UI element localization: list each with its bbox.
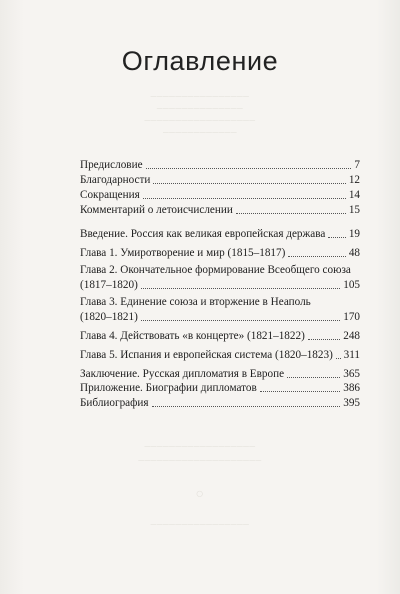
leader-dots: [287, 376, 340, 378]
show-through-texture: ────────────: [162, 128, 237, 137]
toc-entry-label: Благодарности: [80, 174, 151, 186]
toc-entry-label: Предисловие: [80, 159, 143, 171]
toc-entry-page: 248: [343, 330, 360, 342]
toc-entry-label: Введение. Россия как великая европейская держава: [80, 228, 326, 240]
leader-dots: [328, 236, 345, 238]
show-through-texture: ────────────────: [150, 92, 250, 101]
toc-chapters: [80, 226, 360, 381]
toc-entry-page: 311: [343, 349, 360, 361]
toc-back-matter: [80, 380, 360, 410]
toc-entry-page: 7: [354, 159, 360, 171]
leader-dots: [152, 405, 341, 407]
toc-entry[interactable]: [80, 395, 360, 410]
leader-dots: [153, 182, 345, 184]
show-through-texture: ──────────────────: [144, 116, 256, 125]
toc-front-matter: [80, 157, 360, 217]
toc-entry-label: Глава 3. Единение союза и вторжение в Неаполь: [80, 296, 311, 308]
toc-entry[interactable]: [80, 157, 360, 172]
toc-entry[interactable]: [80, 296, 360, 324]
show-through-texture: ────────────────────: [138, 456, 262, 465]
toc-entry-page: 14: [348, 189, 360, 201]
toc-entry-label: Заключение. Русская дипломатия в Европе: [80, 368, 285, 380]
toc-entry[interactable]: [80, 380, 360, 395]
toc-entry[interactable]: [80, 366, 360, 381]
toc-entry-label: Приложение. Биографии дипломатов: [80, 382, 257, 394]
toc-entry[interactable]: [80, 187, 360, 202]
show-through-texture: ──────────────: [156, 104, 244, 113]
leader-dots: [143, 197, 346, 199]
toc-entry[interactable]: [80, 172, 360, 187]
leader-dots: [236, 212, 346, 214]
toc-entry-label-cont: (1820–1821): [80, 311, 138, 323]
toc-entry-label: Глава 4. Действовать «в концерте» (1821–1822): [80, 330, 305, 342]
toc-entry[interactable]: [80, 226, 360, 241]
toc-entry-page: 12: [348, 174, 360, 186]
toc-entry-page: 386: [343, 382, 360, 394]
toc-entry-label: Глава 1. Умиротворение и мир (1815–1817): [80, 247, 286, 259]
toc-entry-label: Библиография: [80, 397, 149, 409]
toc-entry-label-cont: (1817–1820): [80, 279, 138, 291]
toc-entry[interactable]: [80, 202, 360, 217]
toc-entry-label: Сокращения: [80, 189, 140, 201]
page-title: Оглавление: [121, 46, 279, 76]
leader-dots: [146, 167, 352, 169]
leader-dots: [141, 287, 340, 289]
toc-entry-page: 365: [343, 368, 360, 380]
leader-dots: [141, 319, 340, 321]
toc-entry[interactable]: [80, 264, 360, 292]
show-through-texture: ────────────────: [150, 520, 250, 529]
toc-entry-label: Глава 2. Окончательное формирование Всеобщего союза: [80, 264, 351, 276]
toc-entry-label: Глава 5. Испания и европейская система (1820–1823): [80, 349, 333, 361]
toc-entry[interactable]: [80, 328, 360, 343]
toc-entry-page: 48: [348, 247, 360, 259]
toc-entry[interactable]: [80, 347, 360, 362]
leader-dots: [308, 338, 340, 340]
leader-dots: [288, 255, 345, 257]
toc-entry-page: 170: [343, 311, 360, 323]
toc-entry-page: 395: [343, 397, 360, 409]
toc-entry-page: 105: [343, 279, 360, 291]
toc-entry[interactable]: [80, 245, 360, 260]
show-through-texture: ──────────────────: [144, 442, 256, 451]
show-through-texture: ○: [195, 487, 205, 502]
leader-dots: [336, 357, 341, 359]
leader-dots: [260, 390, 340, 392]
toc-entry-page: 19: [348, 228, 360, 240]
toc-entry-label: Комментарий о летоисчислении: [80, 204, 233, 216]
toc-entry-page: 15: [348, 204, 360, 216]
